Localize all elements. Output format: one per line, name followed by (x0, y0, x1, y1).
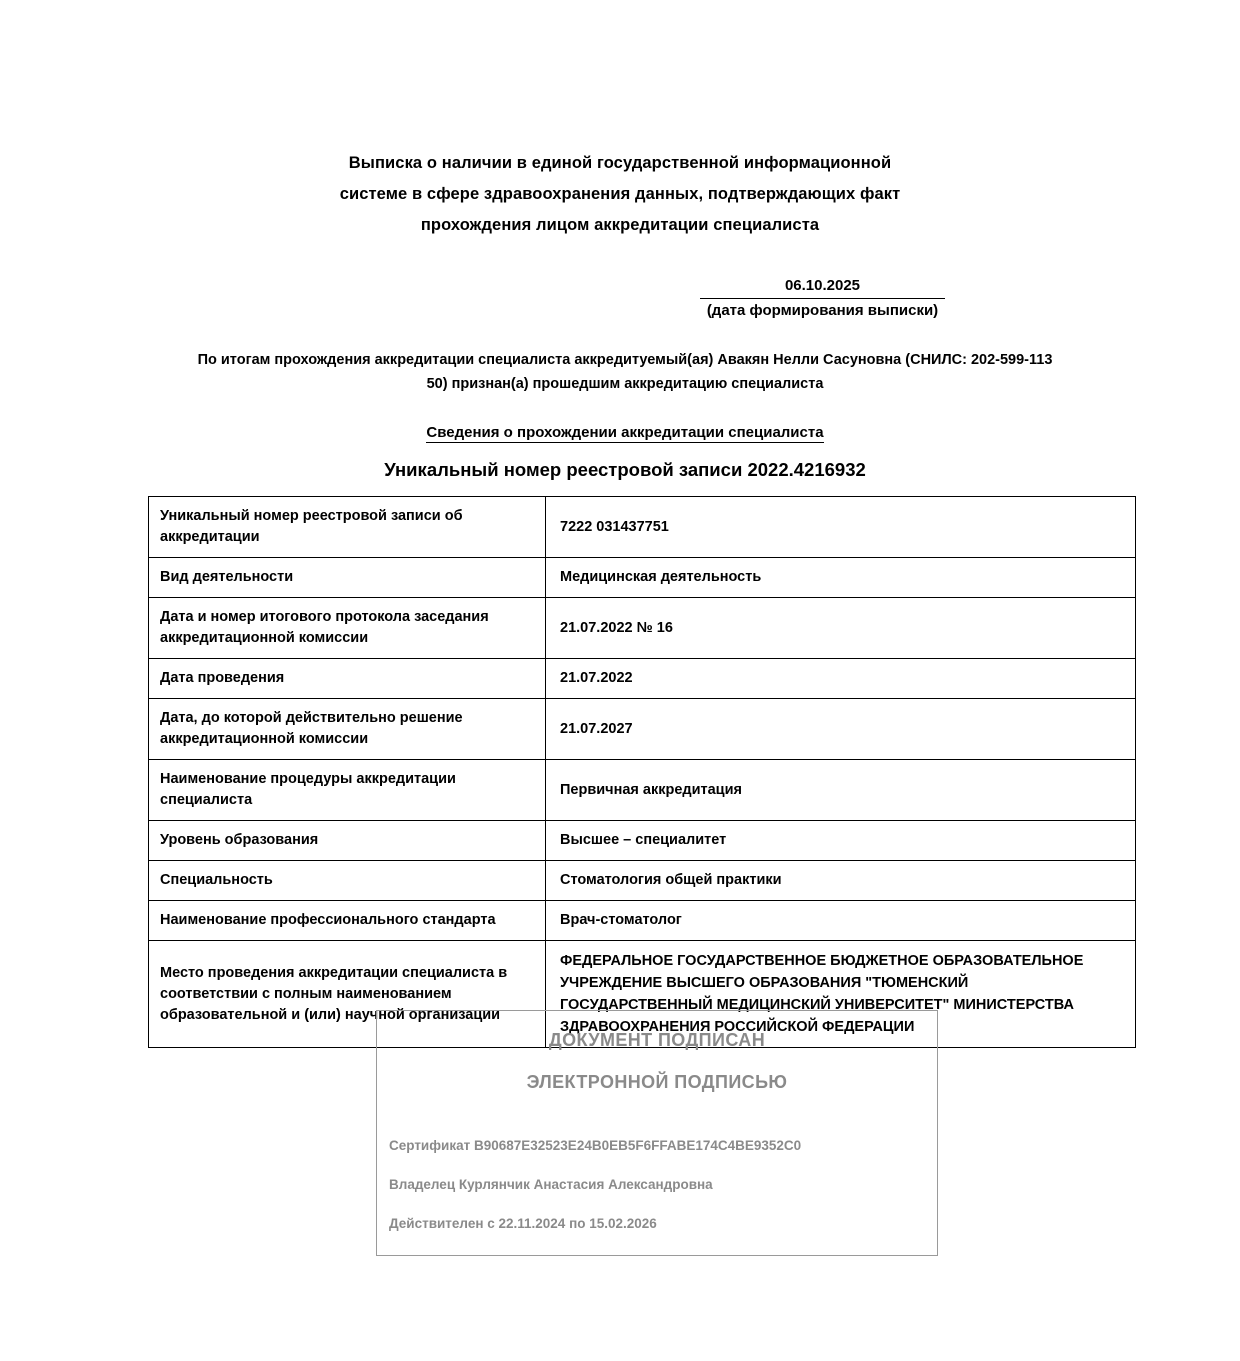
table-row (149, 558, 1136, 598)
row-label: Дата, до которой действительно решение аккредитационной комиссии (149, 699, 546, 760)
formation-date-block (700, 276, 945, 322)
accreditation-summary-paragraph (150, 348, 1100, 396)
table-row (149, 659, 1136, 699)
owner-line: Владелец Курлянчик Анастасия Александровна (389, 1177, 713, 1192)
row-value: Медицинская деятельность (546, 558, 1136, 598)
row-label: Вид деятельности (149, 558, 546, 598)
electronic-signature-stamp (376, 1010, 938, 1256)
page-title (280, 148, 960, 241)
row-value: 21.07.2027 (546, 699, 1136, 760)
section-heading-text: Сведения о прохождении аккредитации специалиста (426, 424, 824, 441)
row-value: Стоматология общей практики (546, 861, 1136, 901)
intro-line-2: 50) признан(а) прошедшим аккредитацию специалиста (426, 376, 824, 392)
table-row (149, 821, 1136, 861)
registry-number-heading: Уникальный номер реестровой записи 2022.4216932 (384, 459, 866, 480)
validity-line: Действителен с 22.11.2024 по 15.02.2026 (389, 1216, 657, 1231)
row-value: ФЕДЕРАЛЬНОЕ ГОСУДАРСТВЕННОЕ БЮДЖЕТНОЕ ОБРАЗОВАТЕЛЬНОЕ УЧРЕЖДЕНИЕ ВЫСШЕГО ОБРАЗОВАНИЯ "ТЮМЕНСКИЙ ГОСУДАРСТВЕННЫЙ МЕДИЦИНСКИЙ УНИВЕРСИТЕТ" МИНИСТЕРСТВА ЗДРАВООХРАНЕНИЯ РОССИЙСКОЙ ФЕДЕРАЦИИ (546, 941, 1136, 1048)
intro-line-1: По итогам прохождения аккредитации специалиста аккредитуемый(ая) Авакян Нелли Сасуновна (СНИЛС: 202-599-113 (197, 352, 1053, 368)
title-line-2: системе в сфере здравоохранения данных, подтверждающих факт (339, 185, 901, 203)
row-value: 21.07.2022 № 16 (546, 598, 1136, 659)
title-line-1: Выписка о наличии в единой государственной информационной (348, 154, 892, 172)
certificate-line: Сертификат B90687E32523E24B0EB5F6FFABE174C4BE9352C0 (389, 1138, 802, 1153)
row-value: Врач-стоматолог (546, 901, 1136, 941)
stamp-details (377, 1136, 937, 1234)
row-label: Дата проведения (149, 659, 546, 699)
row-value: Первичная аккредитация (546, 760, 1136, 821)
table-row (149, 901, 1136, 941)
table-row (149, 598, 1136, 659)
row-value: 7222 031437751 (546, 497, 1136, 558)
table-row (149, 699, 1136, 760)
row-label: Наименование профессионального стандарта (149, 901, 546, 941)
stamp-title-line-2: ЭЛЕКТРОННОЙ ПОДПИСЬЮ (526, 1072, 788, 1092)
table-row (149, 497, 1136, 558)
row-label: Специальность (149, 861, 546, 901)
title-line-3: прохождения лицом аккредитации специалиста (420, 216, 820, 234)
row-label: Место проведения аккредитации специалиста в соответствии с полным наименованием образовательной и (или) научной организации (149, 941, 546, 1048)
row-label: Наименование процедуры аккредитации специалиста (149, 760, 546, 821)
stamp-title-line-1: ДОКУМЕНТ ПОДПИСАН (548, 1030, 766, 1050)
section-heading (150, 424, 1100, 441)
table-row (149, 861, 1136, 901)
row-label: Дата и номер итогового протокола заседания аккредитационной комиссии (149, 598, 546, 659)
row-label: Уровень образования (149, 821, 546, 861)
row-value: Высшее – специалитет (546, 821, 1136, 861)
formation-date-caption: (дата формирования выписки) (706, 302, 939, 319)
table-row (149, 760, 1136, 821)
accreditation-details-table (148, 496, 1136, 1048)
formation-date-value: 06.10.2025 (700, 276, 945, 299)
row-value: 21.07.2022 (546, 659, 1136, 699)
row-label: Уникальный номер реестровой записи об аккредитации (149, 497, 546, 558)
